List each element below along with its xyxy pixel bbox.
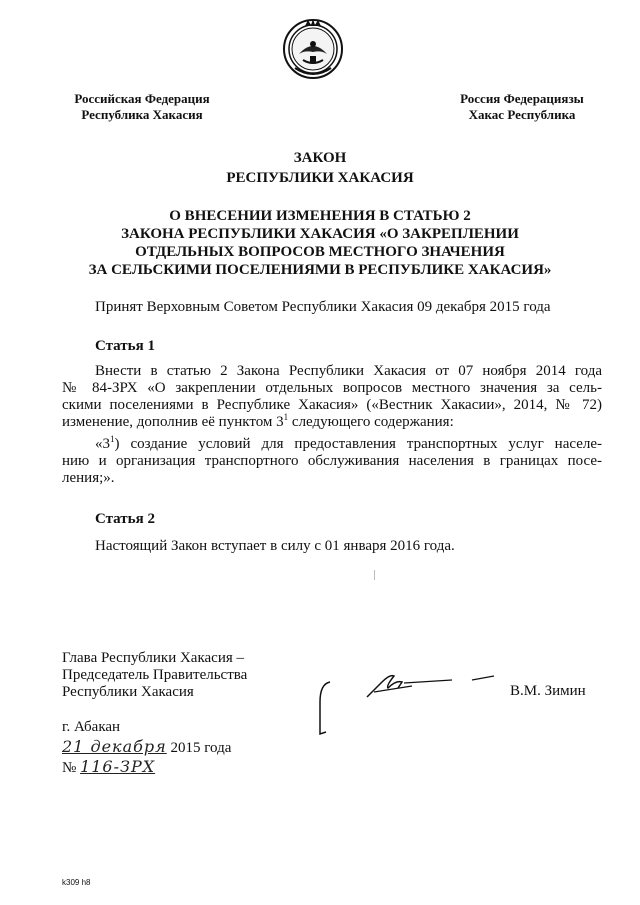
scan-mark [374, 570, 375, 580]
superscript: 1 [283, 412, 289, 422]
adoption-note: Принят Верховным Советом Республики Хакасия 09 декабря 2015 года [95, 299, 551, 315]
article1-p2-line3: ления;». [62, 470, 115, 486]
header-left-line2: Республика Хакасия [81, 107, 203, 122]
header-right [452, 91, 592, 123]
document-code: k309 h8 [62, 878, 91, 887]
header-right-line2: Хакас Республика [468, 107, 576, 122]
article1-p1-line1: Внести в статью 2 Закона Республики Хакасия от 07 ноября 2014 года [95, 363, 602, 379]
article1-p1-line2: № 84-ЗРХ «О закреплении отдельных вопросов местного значения за сель- [62, 380, 602, 396]
signatory-position-line2: Председатель Правительства [62, 667, 248, 683]
signatory-position-line3: Республики Хакасия [62, 684, 194, 700]
law-number [62, 758, 155, 777]
header-right-line1: Россия Федерациязы [460, 91, 584, 106]
coat-of-arms-icon [281, 16, 345, 80]
signing-year: 2015 года [170, 740, 232, 756]
article1-p1-line3: скими поселениями в Республике Хакасия» («Вестник Хакасии», 2014, № 72) [62, 397, 602, 413]
article1-heading: Статья 1 [95, 338, 155, 354]
signatory-position [62, 650, 302, 701]
article1-p2-line1-end: ) создание условий для предоставления транспортных услуг населе- [114, 436, 602, 452]
article1-p2-line2: нию и организация транспортного обслуживания населения в границах посе- [62, 453, 602, 469]
article2-text: Настоящий Закон вступает в силу с 01 января 2016 года. [95, 538, 455, 554]
article1-p1-line4-text-end: следующего содержания: [288, 414, 454, 430]
law-title-line1: О ВНЕСЕНИИ ИЗМЕНЕНИЯ В СТАТЬЮ 2 [169, 208, 471, 224]
header-left [62, 91, 222, 123]
handwritten-law-number: 116-ЗРХ [80, 757, 156, 776]
law-title-line4: ЗА СЕЛЬСКИМИ ПОСЕЛЕНИЯМИ В РЕСПУБЛИКЕ ХАКАСИЯ» [88, 262, 552, 278]
header-left-line1: Российская Федерация [74, 91, 210, 106]
law-title [40, 207, 600, 279]
signing-date [62, 738, 231, 757]
article2-heading: Статья 2 [95, 511, 155, 527]
superscript: 1 [110, 434, 115, 444]
place: г. Абакан [62, 719, 121, 735]
signatory-position-line1: Глава Республики Хакасия – [62, 650, 245, 666]
article1-p1-line4-text: изменение, дополнив её пунктом 3 [62, 414, 284, 430]
handwritten-signature [312, 652, 512, 742]
article1-p1-line4 [62, 414, 602, 431]
law-number-prefix: № [62, 760, 77, 776]
article1-p2-line1-start: «3 [95, 436, 110, 452]
article1-p2-line1 [62, 436, 602, 453]
handwritten-date: 21 декабря [62, 737, 167, 756]
signatory-name: В.М. Зимин [510, 683, 586, 699]
law-title-line3: ОТДЕЛЬНЫХ ВОПРОСОВ МЕСТНОГО ЗНАЧЕНИЯ [135, 244, 505, 260]
law-issuer: РЕСПУБЛИКИ ХАКАСИЯ [226, 170, 414, 186]
law-type: ЗАКОН [293, 150, 347, 166]
article1-paragraph1 [62, 363, 602, 431]
law-title-line2: ЗАКОНА РЕСПУБЛИКИ ХАКАСИЯ «О ЗАКРЕПЛЕНИИ [121, 226, 519, 242]
article1-paragraph2 [62, 436, 602, 487]
